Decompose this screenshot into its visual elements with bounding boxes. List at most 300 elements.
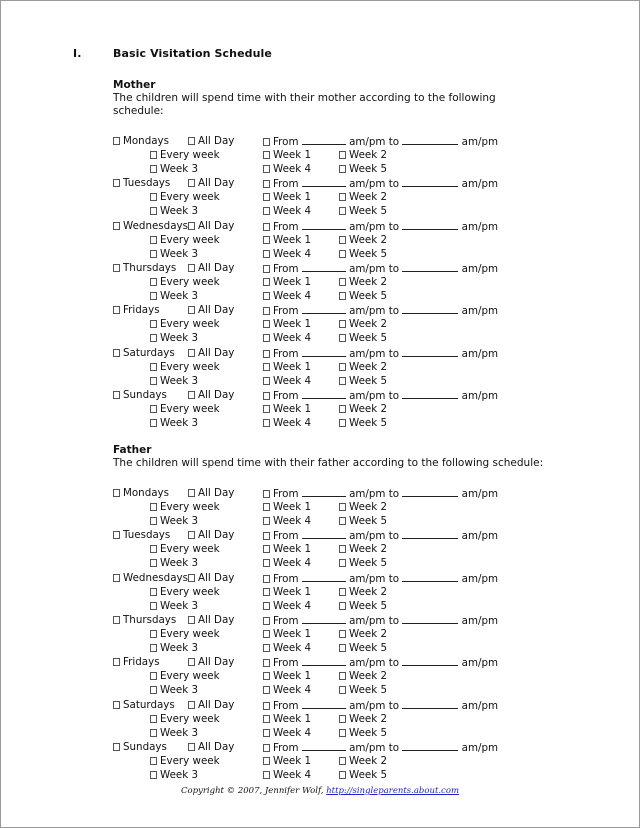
father-tuesdays-time-range xyxy=(263,529,498,542)
mother-fridays-week-2-label: Week 2 xyxy=(349,318,388,331)
mother-saturdays-week-5-checkbox[interactable] xyxy=(339,377,346,385)
mother-thursdays-every-week xyxy=(150,276,220,288)
father-thursdays-week-1-checkbox[interactable] xyxy=(263,630,270,638)
mother-saturdays-every-week-checkbox[interactable] xyxy=(150,363,157,371)
father-fridays-all-day xyxy=(188,656,234,668)
father-saturdays-time-range xyxy=(263,699,498,712)
mother-wednesdays-week-4-checkbox[interactable] xyxy=(263,250,270,258)
mother-wednesdays-day-checkbox[interactable] xyxy=(113,222,120,230)
father-saturdays-week-3-checkbox[interactable] xyxy=(150,729,157,737)
father-wednesdays-every-week xyxy=(150,586,220,598)
father-section-title: Father xyxy=(113,444,152,456)
father-saturdays-end-time-field[interactable] xyxy=(402,699,458,709)
mother-tuesdays-from-label: From xyxy=(273,178,299,191)
mother-thursdays-day-label: Thursdays xyxy=(123,261,177,274)
mother-tuesdays-week-5-label: Week 5 xyxy=(349,205,388,218)
father-sundays-every-week-checkbox[interactable] xyxy=(150,757,157,765)
father-mondays-week-2 xyxy=(339,501,387,513)
mother-wednesdays-every-week-checkbox[interactable] xyxy=(150,236,157,244)
father-tuesdays-week-4-checkbox[interactable] xyxy=(263,559,270,567)
father-mondays-end-time-field[interactable] xyxy=(402,487,458,497)
mother-mondays-all-day-checkbox[interactable] xyxy=(188,137,195,145)
father-saturdays-week-1-label: Week 1 xyxy=(273,712,312,725)
mother-tuesdays-all-day xyxy=(188,177,234,189)
father-tuesdays-from-checkbox[interactable] xyxy=(263,532,270,540)
father-wednesdays-ampm-to-label: am/pm to xyxy=(349,572,400,585)
father-mondays-every-week-label: Every week xyxy=(160,501,220,513)
mother-wednesdays-week-5-label: Week 5 xyxy=(349,247,388,260)
father-sundays-week-4-checkbox[interactable] xyxy=(263,771,270,779)
mother-tuesdays-week-2-checkbox[interactable] xyxy=(339,193,346,201)
mother-fridays-all-day-checkbox[interactable] xyxy=(188,306,195,314)
father-fridays-week-1-checkbox[interactable] xyxy=(263,672,270,680)
mother-wednesdays-week-2-checkbox[interactable] xyxy=(339,236,346,244)
mother-sundays-all-day-checkbox[interactable] xyxy=(188,391,195,399)
mother-fridays-week-5-checkbox[interactable] xyxy=(339,334,346,342)
mother-wednesdays-all-day-label: All Day xyxy=(198,219,235,232)
mother-fridays-week-4 xyxy=(263,332,311,344)
mother-sundays-every-week-checkbox[interactable] xyxy=(150,405,157,413)
mother-tuesdays-week-5-checkbox[interactable] xyxy=(339,207,346,215)
mother-thursdays-every-week-checkbox[interactable] xyxy=(150,278,157,286)
mother-tuesdays-week-1 xyxy=(263,191,311,203)
mother-fridays-time-range xyxy=(263,304,498,317)
mother-wednesdays-start-time-field[interactable] xyxy=(302,220,346,230)
mother-saturdays-week-5-label: Week 5 xyxy=(349,374,388,387)
mother-saturdays-week-2-checkbox[interactable] xyxy=(339,363,346,371)
mother-tuesdays-end-time-field[interactable] xyxy=(402,177,458,187)
mother-mondays-week-2 xyxy=(339,149,387,161)
father-saturdays-week-2-checkbox[interactable] xyxy=(339,715,346,723)
mother-wednesdays-from-checkbox[interactable] xyxy=(263,223,270,231)
mother-saturdays-from-checkbox[interactable] xyxy=(263,350,270,358)
father-thursdays-week-2-label: Week 2 xyxy=(349,627,388,640)
father-fridays-week-1-label: Week 1 xyxy=(273,670,312,683)
mother-section-title: Mother xyxy=(113,79,156,91)
mother-thursdays-week-3 xyxy=(150,290,198,302)
mother-saturdays-week-4 xyxy=(263,375,311,387)
mother-thursdays-week-2-checkbox[interactable] xyxy=(339,278,346,286)
mother-saturdays-week-4-checkbox[interactable] xyxy=(263,377,270,385)
mother-thursdays-week-5 xyxy=(339,290,387,302)
father-wednesdays-start-time-field[interactable] xyxy=(302,572,346,582)
footer xyxy=(1,786,639,796)
mother-sundays-week-5-label: Week 5 xyxy=(349,416,388,429)
father-wednesdays-every-week-checkbox[interactable] xyxy=(150,588,157,596)
mother-tuesdays-day-label: Tuesdays xyxy=(123,177,171,190)
father-thursdays-ampm-label: am/pm xyxy=(461,614,499,627)
father-wednesdays-week-3-label: Week 3 xyxy=(160,599,199,612)
mother-thursdays-end-time-field[interactable] xyxy=(402,262,458,272)
father-fridays-week-2-label: Week 2 xyxy=(349,670,388,683)
mother-saturdays-week-2-label: Week 2 xyxy=(349,360,388,373)
mother-thursdays-all-day-checkbox[interactable] xyxy=(188,264,195,272)
father-tuesdays-week-4 xyxy=(263,557,311,569)
father-sundays-week-1-checkbox[interactable] xyxy=(263,757,270,765)
father-saturdays-every-week-checkbox[interactable] xyxy=(150,715,157,723)
father-thursdays-week-4-checkbox[interactable] xyxy=(263,644,270,652)
father-tuesdays-end-time-field[interactable] xyxy=(402,529,458,539)
mother-thursdays-ampm-to-label: am/pm to xyxy=(349,262,400,275)
mother-mondays-from-checkbox[interactable] xyxy=(263,138,270,146)
mother-saturdays-ampm-label: am/pm xyxy=(461,347,499,360)
mother-saturdays-week-2 xyxy=(339,361,387,373)
mother-fridays-week-4-checkbox[interactable] xyxy=(263,334,270,342)
father-fridays-week-4-checkbox[interactable] xyxy=(263,686,270,694)
mother-thursdays-start-time-field[interactable] xyxy=(302,262,346,272)
mother-fridays-end-time-field[interactable] xyxy=(402,304,458,314)
mother-wednesdays-week-5 xyxy=(339,248,387,260)
father-mondays-week-1-checkbox[interactable] xyxy=(263,503,270,511)
father-fridays-start-time-field[interactable] xyxy=(302,656,346,666)
father-tuesdays-week-1-checkbox[interactable] xyxy=(263,545,270,553)
mother-tuesdays-week-4-checkbox[interactable] xyxy=(263,207,270,215)
mother-fridays-week-2-checkbox[interactable] xyxy=(339,320,346,328)
father-thursdays-time-range xyxy=(263,614,498,627)
father-sundays-day-checkbox[interactable] xyxy=(113,743,120,751)
father-tuesdays-week-1 xyxy=(263,543,311,555)
mother-tuesdays-week-1-checkbox[interactable] xyxy=(263,193,270,201)
father-sundays-start-time-field[interactable] xyxy=(302,741,346,751)
father-sundays-all-day-label: All Day xyxy=(198,740,235,753)
father-wednesdays-week-4 xyxy=(263,600,311,612)
father-fridays-from-checkbox[interactable] xyxy=(263,659,270,667)
father-sundays-week-2 xyxy=(339,755,387,767)
mother-sundays-day-checkbox[interactable] xyxy=(113,391,120,399)
father-saturdays-start-time-field[interactable] xyxy=(302,699,346,709)
mother-sundays-week-1-checkbox[interactable] xyxy=(263,405,270,413)
father-wednesdays-day xyxy=(113,572,188,584)
mother-tuesdays-from-checkbox[interactable] xyxy=(263,180,270,188)
father-saturdays-week-1 xyxy=(263,713,311,725)
mother-fridays-day xyxy=(113,304,160,316)
mother-wednesdays-week-1-checkbox[interactable] xyxy=(263,236,270,244)
father-tuesdays-week-3-label: Week 3 xyxy=(160,557,199,570)
father-wednesdays-week-5-checkbox[interactable] xyxy=(339,602,346,610)
mother-tuesdays-week-5 xyxy=(339,205,387,217)
mother-saturdays-week-1-checkbox[interactable] xyxy=(263,363,270,371)
father-mondays-week-4-label: Week 4 xyxy=(273,515,312,527)
father-wednesdays-every-week-label: Every week xyxy=(160,585,220,598)
father-thursdays-week-2-checkbox[interactable] xyxy=(339,630,346,638)
mother-sundays-week-5 xyxy=(339,417,387,429)
father-fridays-week-4 xyxy=(263,684,311,696)
mother-sundays-end-time-field[interactable] xyxy=(402,389,458,399)
mother-saturdays-start-time-field[interactable] xyxy=(302,347,346,357)
mother-tuesdays-start-time-field[interactable] xyxy=(302,177,346,187)
father-saturdays-from-checkbox[interactable] xyxy=(263,702,270,710)
father-sundays-week-2-label: Week 2 xyxy=(349,754,388,767)
father-thursdays-day-checkbox[interactable] xyxy=(113,616,120,624)
father-thursdays-from-checkbox[interactable] xyxy=(263,617,270,625)
father-saturdays-day-label: Saturdays xyxy=(123,698,175,711)
mother-mondays-end-time-field[interactable] xyxy=(402,135,458,145)
father-wednesdays-week-2-checkbox[interactable] xyxy=(339,588,346,596)
father-saturdays-day-checkbox[interactable] xyxy=(113,701,120,709)
father-sundays-all-day-checkbox[interactable] xyxy=(188,743,195,751)
mother-wednesdays-week-1-label: Week 1 xyxy=(273,233,312,246)
mother-wednesdays-all-day xyxy=(188,220,234,232)
mother-wednesdays-all-day-checkbox[interactable] xyxy=(188,222,195,230)
father-mondays-day-checkbox[interactable] xyxy=(113,489,120,497)
father-wednesdays-day-checkbox[interactable] xyxy=(113,574,120,582)
father-mondays-week-4-checkbox[interactable] xyxy=(263,517,270,525)
father-wednesdays-week-1-checkbox[interactable] xyxy=(263,588,270,596)
father-fridays-week-2-checkbox[interactable] xyxy=(339,672,346,680)
mother-mondays-week-1-checkbox[interactable] xyxy=(263,151,270,159)
father-wednesdays-week-5 xyxy=(339,600,387,612)
father-thursdays-start-time-field[interactable] xyxy=(302,614,346,624)
father-fridays-week-2 xyxy=(339,670,387,682)
father-wednesdays-week-5-label: Week 5 xyxy=(349,599,388,612)
father-wednesdays-end-time-field[interactable] xyxy=(402,572,458,582)
father-mondays-week-4 xyxy=(263,515,311,527)
mother-thursdays-week-3-checkbox[interactable] xyxy=(150,292,157,300)
mother-mondays-from-label: From xyxy=(273,136,299,148)
mother-saturdays-day-checkbox[interactable] xyxy=(113,349,120,357)
father-fridays-week-5-checkbox[interactable] xyxy=(339,686,346,694)
mother-fridays-from-checkbox[interactable] xyxy=(263,307,270,315)
mother-fridays-day-checkbox[interactable] xyxy=(113,306,120,314)
father-tuesdays-every-week xyxy=(150,543,220,555)
mother-mondays-time-range xyxy=(263,135,498,148)
father-mondays-ampm-to-label: am/pm to xyxy=(349,488,400,500)
mother-mondays-ampm-to-label: am/pm to xyxy=(349,136,400,148)
mother-mondays-week-4-checkbox[interactable] xyxy=(263,165,270,173)
mother-thursdays-day-checkbox[interactable] xyxy=(113,264,120,272)
mother-fridays-every-week-checkbox[interactable] xyxy=(150,320,157,328)
mother-fridays-week-1-checkbox[interactable] xyxy=(263,320,270,328)
father-mondays-from-checkbox[interactable] xyxy=(263,490,270,498)
mother-thursdays-week-1 xyxy=(263,276,311,288)
father-sundays-week-5-checkbox[interactable] xyxy=(339,771,346,779)
mother-tuesdays-week-3 xyxy=(150,205,198,217)
father-thursdays-every-week-label: Every week xyxy=(160,627,220,640)
mother-mondays-day-label: Mondays xyxy=(123,135,170,147)
mother-mondays-day xyxy=(113,135,169,147)
mother-sundays-all-day-label: All Day xyxy=(198,388,235,401)
father-thursdays-week-3-checkbox[interactable] xyxy=(150,644,157,652)
father-tuesdays-week-2-label: Week 2 xyxy=(349,543,388,556)
father-sundays-week-2-checkbox[interactable] xyxy=(339,757,346,765)
mother-fridays-all-day xyxy=(188,304,234,316)
mother-thursdays-week-1-checkbox[interactable] xyxy=(263,278,270,286)
mother-sundays-start-time-field[interactable] xyxy=(302,389,346,399)
father-mondays-every-week-checkbox[interactable] xyxy=(150,503,157,511)
father-mondays-week-3-checkbox[interactable] xyxy=(150,517,157,525)
father-thursdays-week-2 xyxy=(339,628,387,640)
father-tuesdays-week-3 xyxy=(150,557,198,569)
mother-wednesdays-week-2-label: Week 2 xyxy=(349,233,388,246)
mother-tuesdays-day xyxy=(113,177,170,189)
father-sundays-week-4-label: Week 4 xyxy=(273,768,312,781)
mother-sundays-week-4 xyxy=(263,417,311,429)
mother-sundays-from-checkbox[interactable] xyxy=(263,392,270,400)
father-sundays-ampm-label: am/pm xyxy=(461,741,499,754)
father-saturdays-week-2-label: Week 2 xyxy=(349,712,388,725)
father-fridays-week-4-label: Week 4 xyxy=(273,684,312,697)
father-saturdays-all-day-checkbox[interactable] xyxy=(188,701,195,709)
mother-wednesdays-end-time-field[interactable] xyxy=(402,220,458,230)
father-mondays-week-1 xyxy=(263,501,311,513)
father-fridays-week-3-checkbox[interactable] xyxy=(150,686,157,694)
father-wednesdays-week-3-checkbox[interactable] xyxy=(150,602,157,610)
father-tuesdays-every-week-checkbox[interactable] xyxy=(150,545,157,553)
mother-sundays-week-2-checkbox[interactable] xyxy=(339,405,346,413)
father-tuesdays-week-3-checkbox[interactable] xyxy=(150,559,157,567)
father-mondays-start-time-field[interactable] xyxy=(302,487,346,497)
father-thursdays-week-4 xyxy=(263,642,311,654)
mother-tuesdays-all-day-checkbox[interactable] xyxy=(188,179,195,187)
mother-saturdays-all-day-checkbox[interactable] xyxy=(188,349,195,357)
father-fridays-block xyxy=(113,656,533,698)
father-saturdays-week-4-checkbox[interactable] xyxy=(263,729,270,737)
mother-sundays-week-3-checkbox[interactable] xyxy=(150,419,157,427)
mother-saturdays-week-1 xyxy=(263,361,311,373)
father-mondays-week-2-checkbox[interactable] xyxy=(339,503,346,511)
mother-saturdays-week-3-checkbox[interactable] xyxy=(150,377,157,385)
mother-sundays-ampm-to-label: am/pm to xyxy=(349,389,400,402)
father-saturdays-week-5 xyxy=(339,727,387,739)
father-mondays-every-week xyxy=(150,501,220,513)
father-sundays-day-label: Sundays xyxy=(123,740,167,753)
father-wednesdays-week-1-label: Week 1 xyxy=(273,585,312,598)
father-tuesdays-day-checkbox[interactable] xyxy=(113,531,120,539)
father-tuesdays-ampm-to-label: am/pm to xyxy=(349,530,400,543)
father-saturdays-week-1-checkbox[interactable] xyxy=(263,715,270,723)
father-sundays-week-3-checkbox[interactable] xyxy=(150,771,157,779)
mother-fridays-all-day-label: All Day xyxy=(198,304,235,317)
father-saturdays-week-4 xyxy=(263,727,311,739)
father-saturdays-all-day-label: All Day xyxy=(198,698,235,711)
father-thursdays-all-day-label: All Day xyxy=(198,613,235,626)
father-fridays-from-label: From xyxy=(273,657,299,670)
mother-fridays-week-3-label: Week 3 xyxy=(160,332,199,345)
mother-saturdays-day xyxy=(113,347,175,359)
father-saturdays-from-label: From xyxy=(273,699,299,712)
mother-wednesdays-week-4-label: Week 4 xyxy=(273,247,312,260)
father-sundays-week-3 xyxy=(150,769,198,781)
mother-thursdays-week-4 xyxy=(263,290,311,302)
mother-tuesdays-every-week-checkbox[interactable] xyxy=(150,193,157,201)
mother-mondays-week-5-checkbox[interactable] xyxy=(339,165,346,173)
father-fridays-all-day-checkbox[interactable] xyxy=(188,658,195,666)
father-tuesdays-day-label: Tuesdays xyxy=(123,529,171,542)
father-sundays-from-checkbox[interactable] xyxy=(263,744,270,752)
mother-sundays-week-5-checkbox[interactable] xyxy=(339,419,346,427)
mother-mondays-week-1-label: Week 1 xyxy=(273,149,312,161)
mother-tuesdays-day-checkbox[interactable] xyxy=(113,179,120,187)
mother-sundays-week-4-checkbox[interactable] xyxy=(263,419,270,427)
mother-sundays-block xyxy=(113,389,533,431)
father-sundays-end-time-field[interactable] xyxy=(402,741,458,751)
father-thursdays-week-3-label: Week 3 xyxy=(160,641,199,654)
father-tuesdays-all-day-checkbox[interactable] xyxy=(188,531,195,539)
mother-sundays-from-label: From xyxy=(273,389,299,402)
father-sundays-all-day xyxy=(188,741,234,753)
father-fridays-week-5 xyxy=(339,684,387,696)
father-wednesdays-week-4-label: Week 4 xyxy=(273,599,312,612)
father-mondays-week-5-label: Week 5 xyxy=(349,515,388,527)
father-thursdays-all-day-checkbox[interactable] xyxy=(188,616,195,624)
mother-saturdays-time-range xyxy=(263,347,498,360)
father-saturdays-week-5-checkbox[interactable] xyxy=(339,729,346,737)
mother-thursdays-time-range xyxy=(263,262,498,275)
father-sundays-week-5-label: Week 5 xyxy=(349,768,388,781)
father-thursdays-week-5-checkbox[interactable] xyxy=(339,644,346,652)
mother-fridays-week-1-label: Week 1 xyxy=(273,318,312,331)
section-heading xyxy=(73,47,272,60)
father-fridays-day-label: Fridays xyxy=(123,656,160,669)
copyright-text: Copyright © 2007, Jennifer Wolf, xyxy=(180,786,324,796)
mother-mondays-every-week-checkbox[interactable] xyxy=(150,151,157,159)
father-wednesdays-time-range xyxy=(263,572,498,585)
father-wednesdays-week-4-checkbox[interactable] xyxy=(263,602,270,610)
father-wednesdays-all-day-checkbox[interactable] xyxy=(188,574,195,582)
father-wednesdays-block xyxy=(113,572,533,614)
father-fridays-end-time-field[interactable] xyxy=(402,656,458,666)
mother-thursdays-week-4-checkbox[interactable] xyxy=(263,292,270,300)
mother-thursdays-from-checkbox[interactable] xyxy=(263,265,270,273)
father-mondays-day xyxy=(113,487,169,499)
mother-fridays-week-3-checkbox[interactable] xyxy=(150,334,157,342)
father-wednesdays-from-checkbox[interactable] xyxy=(263,575,270,583)
mother-tuesdays-block xyxy=(113,177,533,219)
mother-fridays-week-3 xyxy=(150,332,198,344)
father-saturdays-week-4-label: Week 4 xyxy=(273,726,312,739)
mother-wednesdays-week-3-checkbox[interactable] xyxy=(150,250,157,258)
mother-mondays-week-3-checkbox[interactable] xyxy=(150,165,157,173)
father-fridays-every-week xyxy=(150,670,220,682)
father-tuesdays-week-2-checkbox[interactable] xyxy=(339,545,346,553)
father-mondays-all-day-checkbox[interactable] xyxy=(188,489,195,497)
father-fridays-day-checkbox[interactable] xyxy=(113,658,120,666)
father-fridays-week-1 xyxy=(263,670,311,682)
father-mondays-week-5-checkbox[interactable] xyxy=(339,517,346,525)
mother-sundays-week-1-label: Week 1 xyxy=(273,402,312,415)
father-thursdays-end-time-field[interactable] xyxy=(402,614,458,624)
father-tuesdays-all-day xyxy=(188,529,234,541)
father-saturdays-all-day xyxy=(188,699,234,711)
mother-saturdays-end-time-field[interactable] xyxy=(402,347,458,357)
mother-mondays-start-time-field[interactable] xyxy=(302,135,346,145)
father-wednesdays-ampm-label: am/pm xyxy=(461,572,499,585)
father-mondays-block xyxy=(113,487,533,529)
mother-mondays-week-2-checkbox[interactable] xyxy=(339,151,346,159)
father-tuesdays-week-5-checkbox[interactable] xyxy=(339,559,346,567)
father-tuesdays-start-time-field[interactable] xyxy=(302,529,346,539)
mother-wednesdays-week-5-checkbox[interactable] xyxy=(339,250,346,258)
mother-thursdays-week-5-checkbox[interactable] xyxy=(339,292,346,300)
father-fridays-ampm-to-label: am/pm to xyxy=(349,657,400,670)
mother-mondays-every-week xyxy=(150,149,220,161)
mother-tuesdays-week-3-checkbox[interactable] xyxy=(150,207,157,215)
father-thursdays-every-week-checkbox[interactable] xyxy=(150,630,157,638)
mother-wednesdays-day xyxy=(113,220,188,232)
father-fridays-time-range xyxy=(263,656,498,669)
footer-link[interactable]: http://singleparents.about.com xyxy=(326,786,459,796)
father-tuesdays-week-5 xyxy=(339,557,387,569)
mother-fridays-start-time-field[interactable] xyxy=(302,304,346,314)
father-wednesdays-week-3 xyxy=(150,600,198,612)
mother-mondays-week-3-label: Week 3 xyxy=(160,163,199,175)
mother-saturdays-week-4-label: Week 4 xyxy=(273,374,312,387)
mother-mondays-all-day xyxy=(188,135,234,147)
mother-mondays-day-checkbox[interactable] xyxy=(113,137,120,145)
mother-mondays-week-5 xyxy=(339,163,387,175)
father-thursdays-week-3 xyxy=(150,642,198,654)
father-fridays-every-week-checkbox[interactable] xyxy=(150,672,157,680)
